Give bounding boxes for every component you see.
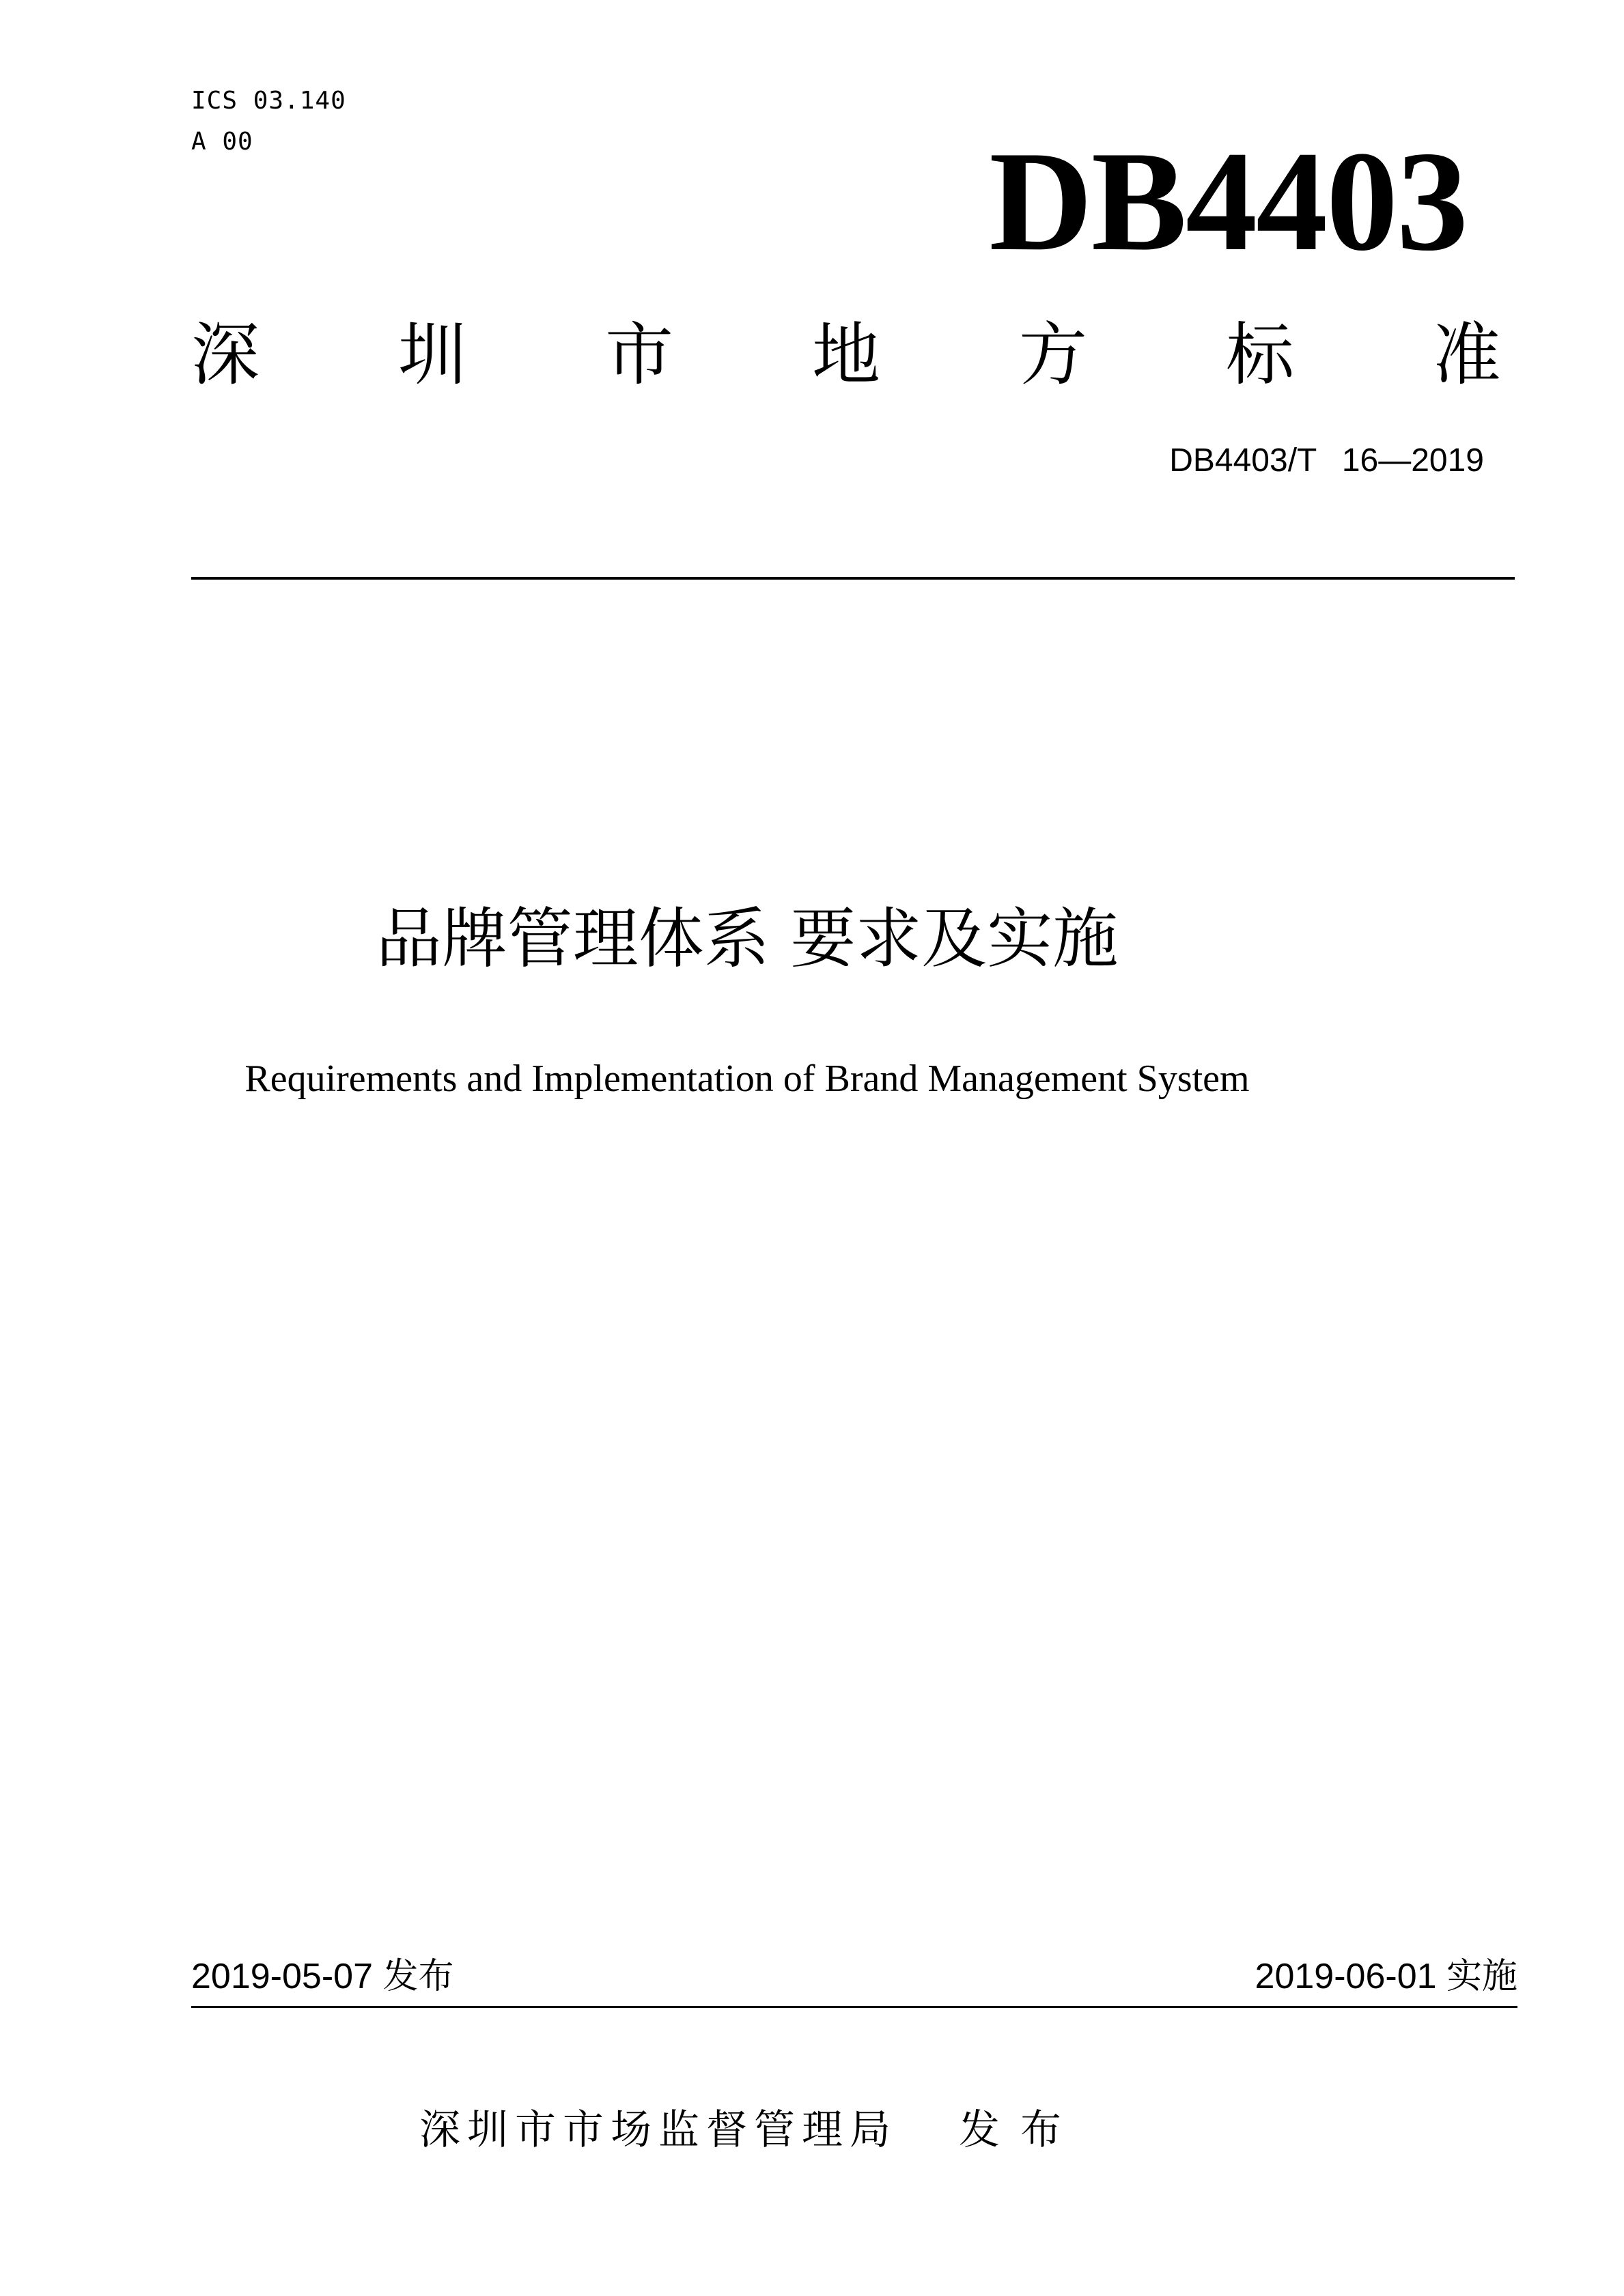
ics-code: ICS 03.140 — [191, 87, 346, 115]
implement-date: 2019-06-01 实施 — [1255, 1957, 1517, 1996]
title-chinese: 品牌管理体系 要求及实施 — [376, 901, 1119, 977]
top-divider — [191, 577, 1515, 580]
standard-number: DB4403/T 16—2019 — [1169, 442, 1484, 479]
standard-type-char: 圳 — [398, 315, 466, 395]
publisher-action: 发布 — [959, 2106, 1082, 2154]
standard-type-char: 市 — [605, 315, 673, 395]
standard-type-char: 方 — [1019, 315, 1087, 395]
classification-codes — [191, 81, 346, 162]
bottom-divider — [191, 2006, 1517, 2008]
title-english: Requirements and Implementation of Brand Management System — [244, 1058, 1250, 1100]
standard-type-heading — [191, 314, 1501, 396]
db-logo: DB4403 — [989, 122, 1467, 281]
standard-type-char: 标 — [1226, 315, 1294, 395]
standard-type-char: 准 — [1433, 315, 1501, 395]
standard-type-char: 地 — [812, 315, 880, 395]
ccs-code: A 00 — [191, 128, 253, 156]
standard-type-char: 深 — [191, 315, 260, 395]
publisher-line — [0, 2103, 1624, 2157]
publish-date: 2019-05-07 发布 — [191, 1957, 454, 1996]
publisher-organization: 深圳市市场监督管理局 — [419, 2106, 897, 2154]
